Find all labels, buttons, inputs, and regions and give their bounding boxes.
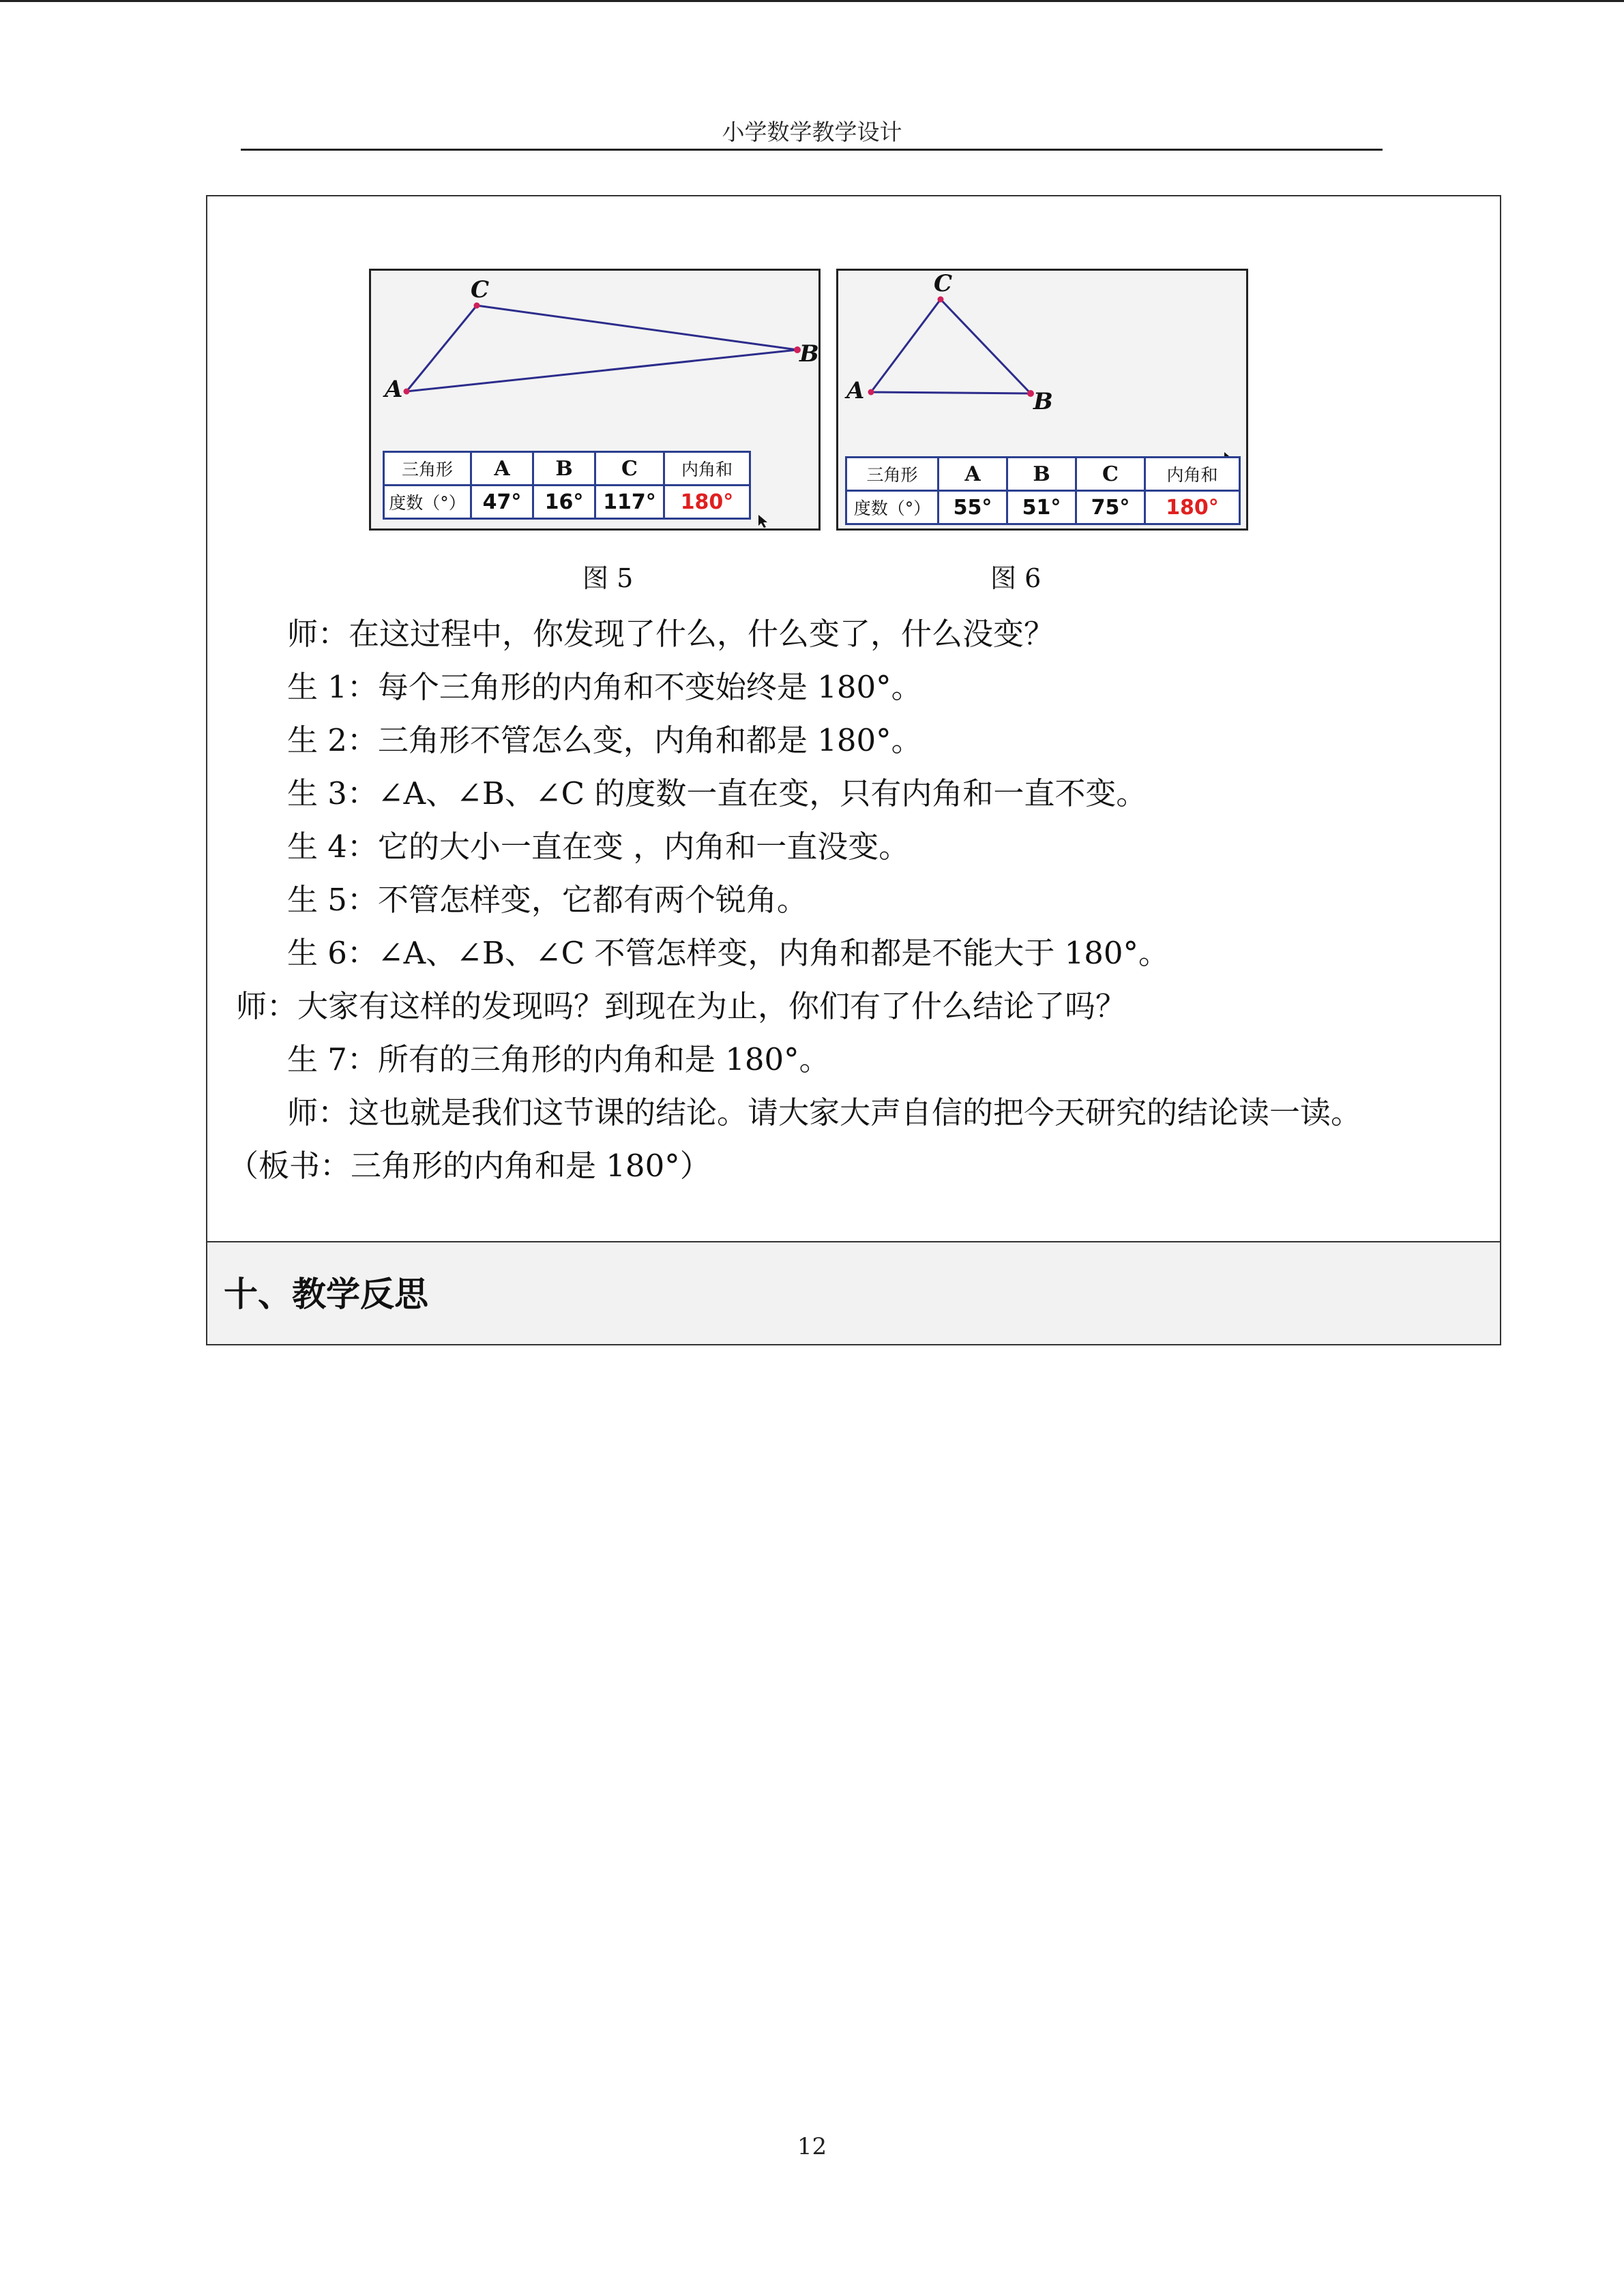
cursor-icon [758, 515, 767, 528]
angle-c-value: 75° [1076, 491, 1145, 524]
table-row [846, 491, 1240, 524]
board-note-line: （板书：三角形的内角和是 180°） [228, 1148, 711, 1184]
figure-5 [369, 269, 821, 531]
page-header-title: 小学数学教学设计 [722, 119, 902, 145]
teacher-question-line: 师：在这过程中，你发现了什么，什么变了，什么没变？ [287, 616, 1055, 652]
vertex-label-c: C [934, 271, 953, 297]
degree-table-6 [845, 456, 1241, 525]
teaching-reflection-section [206, 1241, 1501, 1345]
degree-table-5 [383, 451, 751, 520]
vertex-point-a [404, 389, 410, 395]
section-title: 十、教学反思 [224, 1274, 428, 1314]
table-header-cell: B [533, 452, 595, 486]
angle-c-value: 117° [595, 486, 664, 519]
figure-6 [836, 269, 1248, 531]
table-header-cell: 内角和 [1145, 458, 1240, 491]
table-header-cell: 三角形 [846, 458, 939, 491]
table-header-row [384, 452, 750, 486]
header-rule [241, 149, 1383, 151]
vertex-label-a: A [846, 377, 865, 404]
figure-5-caption: 图 5 [582, 563, 634, 593]
table-header-cell: 三角形 [384, 452, 471, 486]
student-answer-line: 生 6：∠A、∠B、∠C 不管怎样变，内角和都是不能大于 180°。 [287, 935, 1170, 971]
vertex-label-b: B [799, 340, 819, 368]
page-number: 12 [797, 2133, 827, 2160]
row-label-cell: 度数（°） [384, 486, 471, 519]
vertex-point-a [868, 389, 874, 396]
table-header-cell: 内角和 [664, 452, 750, 486]
angle-a-value: 47° [471, 486, 533, 519]
student-answer-line: 生 7：所有的三角形的内角和是 180°。 [287, 1041, 830, 1077]
table-row [384, 486, 750, 519]
teacher-conclusion-line: 师：这也就是我们这节课的结论。请大家大声自信的把今天研究的结论读一读。 [287, 1094, 1362, 1131]
teacher-question-line: 师：大家有这样的发现吗？到现在为止，你们有了什么结论了吗？ [236, 988, 1127, 1024]
table-header-cell: B [1007, 458, 1076, 491]
angle-b-value: 16° [533, 486, 595, 519]
angle-a-value: 55° [939, 491, 1007, 524]
student-answer-line: 生 5：不管怎样变，它都有两个锐角。 [287, 882, 808, 918]
table-header-cell: A [939, 458, 1007, 491]
table-header-row [846, 458, 1240, 491]
triangle-5 [407, 305, 797, 391]
page-top-border [0, 0, 1624, 2]
angle-sum-value: 180° [664, 486, 750, 519]
vertex-label-c: C [471, 276, 490, 303]
student-answer-line: 生 3：∠A、∠B、∠C 的度数一直在变，只有内角和一直不变。 [287, 775, 1147, 811]
angle-b-value: 51° [1007, 491, 1076, 524]
student-answer-line: 生 1：每个三角形的内角和不变始终是 180°。 [287, 669, 922, 705]
table-header-cell: C [595, 452, 664, 486]
row-label-cell: 度数（°） [846, 491, 939, 524]
student-answer-line: 生 4：它的大小一直在变 ，内角和一直没变。 [287, 829, 910, 865]
table-header-cell: C [1076, 458, 1145, 491]
table-header-cell: A [471, 452, 533, 486]
vertex-label-b: B [1033, 388, 1053, 415]
triangle-6 [871, 299, 1031, 393]
student-answer-line: 生 2：三角形不管怎么变，内角和都是 180°。 [287, 722, 922, 758]
vertex-label-a: A [385, 376, 403, 403]
figure-6-caption: 图 6 [990, 563, 1042, 593]
angle-sum-value: 180° [1145, 491, 1240, 524]
